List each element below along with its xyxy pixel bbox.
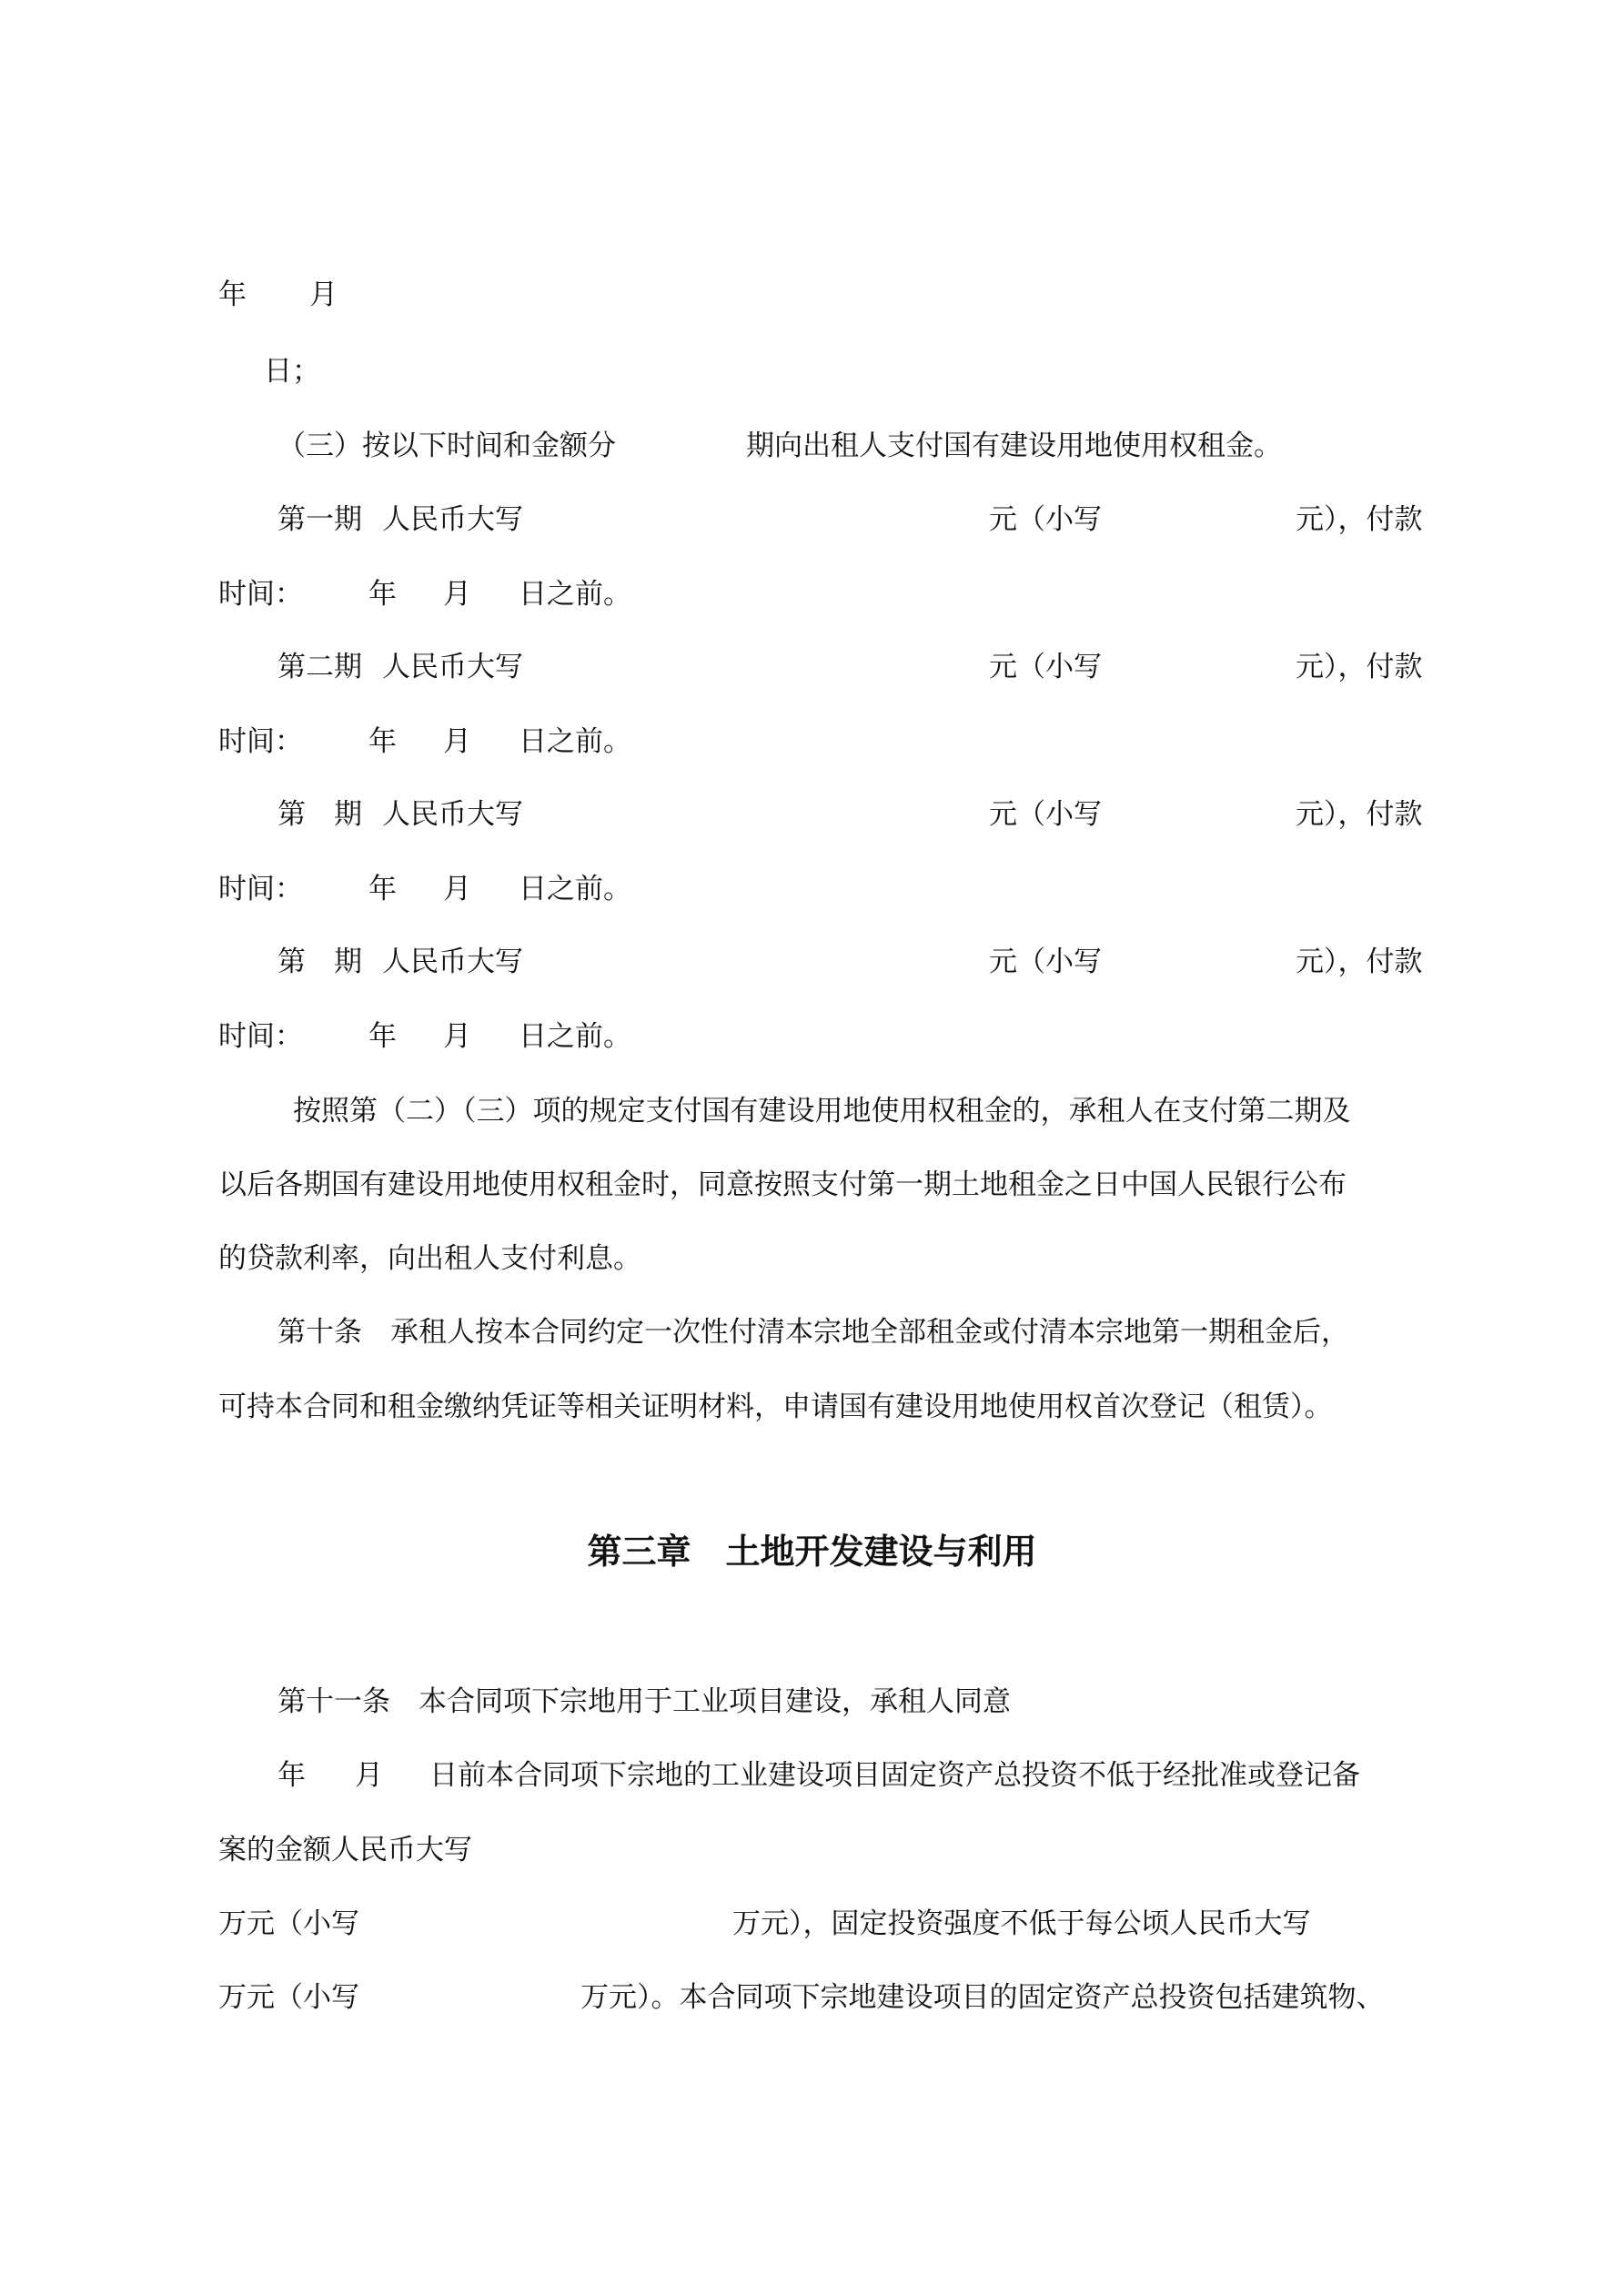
article-11-line: 第十一条 本合同项下宗地用于工业项目建设，承租人同意 [277,1685,1011,1718]
installment-label: 第 期 [277,798,362,831]
article-11-line: 日前本合同项下宗地的工业建设项目固定资产总投资不低于经批准或登记备 [429,1759,1360,1792]
clause-3-text-a: （三）按以下时间和金额分 [277,430,616,462]
installment-month: 月 [443,1020,471,1053]
installment-time-label: 时间： [218,725,303,758]
year-label: 年 [218,278,247,311]
article-11-year: 年 [277,1759,306,1792]
installment-year: 年 [368,725,397,758]
article-10-line: 可持本合同和租金缴纳凭证等相关证明材料，申请国有建设用地使用权首次登记（租赁）。 [218,1391,1333,1423]
installment-day: 日之前。 [519,725,631,758]
installment-label: 第一期 [277,503,362,536]
interest-paragraph-line: 的贷款利率，向出租人支付利息。 [218,1242,641,1275]
installment-month: 月 [443,578,471,611]
article-11-line: 万元），固定投资强度不低于每公顷人民币大写 [732,1907,1311,1940]
article-11-line: 案的金额人民币大写 [218,1834,472,1866]
installment-year: 年 [368,1020,397,1053]
article-11-line: 万元）。本合同项下宗地建设项目的固定资产总投资包括建筑物、 [580,1981,1385,2014]
installment-time-label: 时间： [218,1020,303,1053]
article-11-wan-label: 万元（小写 [218,1981,359,2014]
day-label: 日； [264,355,320,388]
installment-day: 日之前。 [519,578,631,611]
chapter-heading: 第三章 土地开发建设与利用 [587,1532,1037,1572]
installment-payment-label: 元），付款 [1296,946,1423,978]
installment-amount-small-label: 元（小写 [989,798,1102,831]
interest-paragraph-line: 按照第（二）（三）项的规定支付国有建设用地使用权租金的，承租人在支付第二期及 [293,1095,1351,1128]
installment-amount-caps-label: 人民币大写 [382,798,523,831]
installment-time-label: 时间： [218,578,303,611]
installment-amount-caps-label: 人民币大写 [382,651,523,683]
installment-amount-small-label: 元（小写 [989,946,1102,978]
clause-3-text-b: 期向出租人支付国有建设用地使用权租金。 [746,430,1282,462]
installment-month: 月 [443,873,471,905]
installment-label: 第 期 [277,946,362,978]
installment-amount-small-label: 元（小写 [989,651,1102,683]
installment-payment-label: 元），付款 [1296,798,1423,831]
installment-day: 日之前。 [519,873,631,905]
installment-day: 日之前。 [519,1020,631,1053]
installment-label: 第二期 [277,651,362,683]
installment-year: 年 [368,873,397,905]
installment-time-label: 时间： [218,873,303,905]
installment-amount-caps-label: 人民币大写 [382,503,523,536]
installment-month: 月 [443,725,471,758]
month-label: 月 [309,278,338,311]
article-11-wan-label: 万元（小写 [218,1907,359,1940]
installment-amount-caps-label: 人民币大写 [382,946,523,978]
installment-payment-label: 元），付款 [1296,651,1423,683]
installment-amount-small-label: 元（小写 [989,503,1102,536]
article-11-month: 月 [355,1759,383,1792]
installment-payment-label: 元），付款 [1296,503,1423,536]
interest-paragraph-line: 以后各期国有建设用地使用权租金时，同意按照支付第一期土地租金之日中国人民银行公布 [218,1168,1347,1201]
article-10-line: 第十条 承租人按本合同约定一次性付清本宗地全部租金或付清本宗地第一期租金后， [277,1316,1349,1349]
installment-year: 年 [368,578,397,611]
